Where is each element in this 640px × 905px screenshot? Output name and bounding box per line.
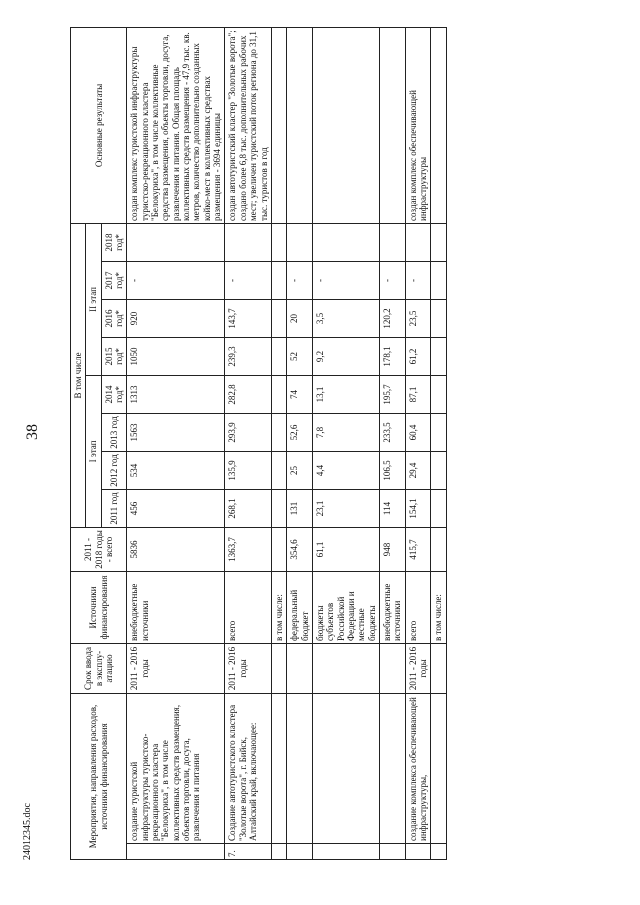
year-value-cell: 74 — [287, 375, 313, 413]
source-cell: всего — [225, 571, 271, 643]
year-value-cell: 233,5 — [379, 413, 405, 451]
year-value-cell: 920 — [127, 299, 225, 337]
year-value-cell: 456 — [127, 489, 225, 527]
year-value-cell: 195,7 — [379, 375, 405, 413]
header-year: 2012 год — [101, 451, 127, 489]
source-cell: бюджеты субъектов Российской Федерации и местные бюджеты — [312, 571, 379, 643]
year-value-cell: 29,4 — [405, 451, 431, 489]
year-value-cell: 1313 — [127, 375, 225, 413]
rotated-page — [70, 30, 630, 860]
year-value-cell: 9,2 — [312, 337, 379, 375]
year-value-cell: 135,9 — [225, 451, 271, 489]
table-row — [225, 27, 271, 859]
year-value-cell — [431, 261, 446, 299]
year-value-cell — [271, 261, 286, 299]
year-value-cell — [271, 451, 286, 489]
year-value-cell: - — [287, 261, 313, 299]
year-value-cell — [431, 413, 446, 451]
activity-cell: Создание автотуристского кластера "Золотые ворота", г. Бийск, Алтайский край, включающее: — [225, 693, 271, 843]
year-value-cell: 131 — [287, 489, 313, 527]
activity-cell — [312, 693, 379, 843]
year-value-cell: 4,4 — [312, 451, 379, 489]
year-value-cell: 20 — [287, 299, 313, 337]
header-year: 2018 год* — [101, 223, 127, 261]
year-value-cell — [271, 337, 286, 375]
activity-cell: создание туристской инфраструктуры туристско-рекреационного кластера "Белокуриха", в том числе коллективных средств размещения, объектов торговли, досуга, развлечения и питания — [127, 693, 225, 843]
table-row — [271, 27, 286, 859]
year-value-cell: 52,6 — [287, 413, 313, 451]
source-cell: федеральный бюджет — [287, 571, 313, 643]
header-year: 2011 год — [101, 489, 127, 527]
row-number — [405, 844, 431, 860]
activity-cell — [271, 693, 286, 843]
term-cell: 2011 - 2016 годы — [127, 643, 225, 693]
header-year: 2017 год* — [101, 261, 127, 299]
year-value-cell: - — [225, 261, 271, 299]
year-value-cell — [405, 223, 431, 261]
header-source: Источники финансирования — [71, 571, 127, 643]
year-value-cell: 114 — [379, 489, 405, 527]
total-cell: 5836 — [127, 527, 225, 571]
year-value-cell — [431, 223, 446, 261]
results-cell: создан комплекс обеспечивающей инфраструктуры — [405, 27, 431, 223]
year-value-cell — [312, 223, 379, 261]
table-row — [379, 27, 405, 859]
source-cell: внебюджетные источники — [127, 571, 225, 643]
year-value-cell: 60,4 — [405, 413, 431, 451]
total-cell — [431, 527, 446, 571]
year-value-cell: 534 — [127, 451, 225, 489]
year-value-cell: 3,5 — [312, 299, 379, 337]
year-value-cell: - — [312, 261, 379, 299]
year-value-cell — [271, 413, 286, 451]
row-number — [379, 844, 405, 860]
header-year: 2013 год — [101, 413, 127, 451]
row-number — [312, 844, 379, 860]
year-value-cell: - — [127, 261, 225, 299]
year-value-cell: 154,1 — [405, 489, 431, 527]
year-value-cell — [431, 489, 446, 527]
term-cell — [431, 643, 446, 693]
total-cell: 1363,7 — [225, 527, 271, 571]
term-cell: 2011 - 2016 годы — [225, 643, 271, 693]
header-year: 2015 год* — [101, 337, 127, 375]
year-value-cell: 282,8 — [225, 375, 271, 413]
table-row — [127, 27, 225, 859]
page-number: 38 — [24, 424, 41, 440]
program-table — [70, 27, 447, 860]
term-cell — [271, 643, 286, 693]
year-value-cell — [431, 299, 446, 337]
total-cell: 61,1 — [312, 527, 379, 571]
activity-cell: создание комплекса обеспечивающей инфраструктуры, — [405, 693, 431, 843]
header-stage1: I этап — [86, 375, 101, 527]
year-value-cell: 23,1 — [312, 489, 379, 527]
year-value-cell — [271, 375, 286, 413]
year-value-cell: 178,1 — [379, 337, 405, 375]
header-stage2: II этап — [86, 223, 101, 375]
row-number: 7. — [225, 844, 271, 860]
header-including: В том числе — [71, 223, 86, 527]
header-year: 2014 год* — [101, 375, 127, 413]
results-cell — [431, 27, 446, 223]
source-cell: в том числе: — [271, 571, 286, 643]
year-value-cell: 25 — [287, 451, 313, 489]
term-cell — [287, 643, 313, 693]
results-cell — [379, 27, 405, 223]
document-footer: 24012345.doc — [22, 803, 33, 860]
year-value-cell: 268,1 — [225, 489, 271, 527]
year-value-cell — [271, 489, 286, 527]
year-value-cell — [271, 299, 286, 337]
activity-cell — [379, 693, 405, 843]
year-value-cell: 293,9 — [225, 413, 271, 451]
term-cell — [312, 643, 379, 693]
results-cell — [271, 27, 286, 223]
activity-cell — [431, 693, 446, 843]
header-total: 2011 - 2018 годы - всего — [71, 527, 127, 571]
year-value-cell: 239,3 — [225, 337, 271, 375]
year-value-cell — [225, 223, 271, 261]
year-value-cell: 87,1 — [405, 375, 431, 413]
table-row — [287, 27, 313, 859]
results-cell: создан автотуристский кластер "Золотые ворота"; создано более 6,8 тыс. дополнительных рабочих мест; увеличен туристский поток региона до 31,1 тыс. туристов в год — [225, 27, 271, 223]
results-cell — [287, 27, 313, 223]
table-row — [431, 27, 446, 859]
year-value-cell — [127, 223, 225, 261]
row-number — [431, 844, 446, 860]
term-cell — [379, 643, 405, 693]
table-row — [312, 27, 379, 859]
year-value-cell: 106,5 — [379, 451, 405, 489]
header-activity: Мероприятия, направления расходов, источники финансирования — [71, 693, 127, 859]
year-value-cell: 120,2 — [379, 299, 405, 337]
year-value-cell — [431, 375, 446, 413]
total-cell: 354,6 — [287, 527, 313, 571]
header-term: Срок ввода в эксплу- атацию — [71, 643, 127, 693]
total-cell — [271, 527, 286, 571]
source-cell: внебюджетные источники — [379, 571, 405, 643]
year-value-cell — [431, 451, 446, 489]
total-cell: 415,7 — [405, 527, 431, 571]
year-value-cell: 143,7 — [225, 299, 271, 337]
source-cell: в том числе: — [431, 571, 446, 643]
year-value-cell: 61,2 — [405, 337, 431, 375]
total-cell: 948 — [379, 527, 405, 571]
header-results: Основные результаты — [71, 27, 127, 223]
header-year: 2016 год* — [101, 299, 127, 337]
year-value-cell: - — [379, 261, 405, 299]
row-number — [127, 844, 225, 860]
activity-cell — [287, 693, 313, 843]
row-number — [271, 844, 286, 860]
source-cell: всего — [405, 571, 431, 643]
year-value-cell — [431, 337, 446, 375]
results-cell — [312, 27, 379, 223]
year-value-cell — [379, 223, 405, 261]
table-row — [405, 27, 431, 859]
row-number — [287, 844, 313, 860]
year-value-cell: - — [405, 261, 431, 299]
year-value-cell: 23,5 — [405, 299, 431, 337]
year-value-cell: 13,1 — [312, 375, 379, 413]
year-value-cell — [287, 223, 313, 261]
year-value-cell — [271, 223, 286, 261]
year-value-cell: 1050 — [127, 337, 225, 375]
year-value-cell: 7,8 — [312, 413, 379, 451]
year-value-cell: 52 — [287, 337, 313, 375]
results-cell: создан комплекс туристской инфраструктуры туристско-рекреационного кластера "Белокуриха", в том числе коллективные средства размещения, объекты торговли, досуга, развлечения и питания. Общая площадь коллективных средств размещения - 47,9 тыс. кв. метров, количество дополнительно созданных койко-мест в коллективных средствах размещения - 3694 единицы — [127, 27, 225, 223]
year-value-cell: 1563 — [127, 413, 225, 451]
term-cell: 2011 - 2016 годы — [405, 643, 431, 693]
